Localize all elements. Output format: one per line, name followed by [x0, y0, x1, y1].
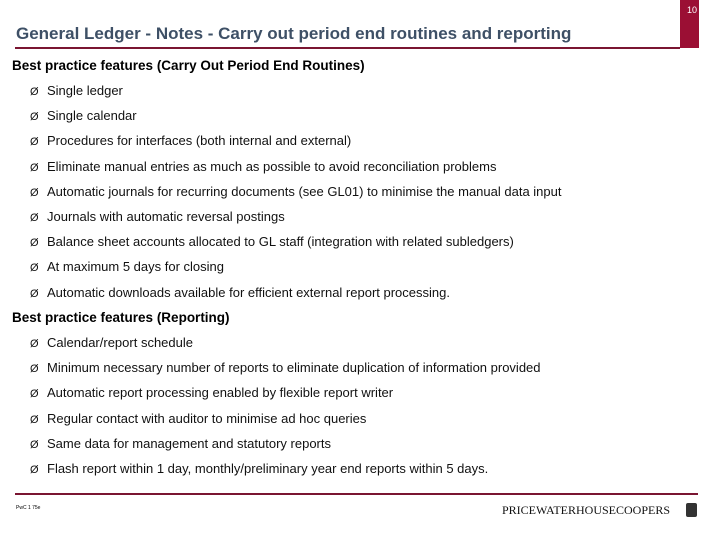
bullet-text: Single ledger [47, 83, 123, 98]
bullet-text: Automatic report processing enabled by flexible report writer [47, 385, 394, 400]
arrow-bullet-icon: Ø [30, 162, 39, 174]
arrow-bullet-icon: Ø [30, 237, 39, 249]
arrow-bullet-icon: Ø [30, 464, 39, 476]
bullet-text: Automatic journals for recurring documents (see GL01) to minimise the manual data input [47, 184, 562, 199]
bullet-text: Same data for management and statutory reports [47, 436, 331, 451]
bullet-item [30, 83, 123, 98]
bullet-item [30, 385, 393, 400]
bullet-text: Flash report within 1 day, monthly/preliminary year end reports within 5 days. [47, 461, 489, 476]
section-heading: Best practice features (Carry Out Period End Routines) [12, 58, 365, 73]
bullet-item [30, 411, 366, 426]
arrow-bullet-icon: Ø [30, 363, 39, 375]
section-heading: Best practice features (Reporting) [12, 310, 230, 325]
bullet-text: At maximum 5 days for closing [47, 259, 225, 274]
arrow-bullet-icon: Ø [30, 414, 39, 426]
arrow-bullet-icon: Ø [30, 111, 39, 123]
bullet-item [30, 108, 137, 123]
arrow-bullet-icon: Ø [30, 212, 39, 224]
arrow-bullet-icon: Ø [30, 86, 39, 98]
page-title: General Ledger - Notes - Carry out period end routines and reporting [16, 24, 572, 43]
bullet-text: Minimum necessary number of reports to eliminate duplication of information provided [47, 360, 541, 375]
bullet-text: Journals with automatic reversal postings [47, 209, 285, 224]
bullet-item [30, 209, 285, 224]
arrow-bullet-icon: Ø [30, 288, 39, 300]
bullet-text: Procedures for interfaces (both internal and external) [47, 133, 352, 148]
bullet-item [30, 159, 496, 174]
bullet-item [30, 259, 224, 274]
bullet-text: Eliminate manual entries as much as possible to avoid reconciliation problems [47, 159, 497, 174]
logo-mark-icon [686, 503, 697, 517]
bullet-text: Regular contact with auditor to minimise ad hoc queries [47, 411, 367, 426]
title-divider [15, 47, 680, 49]
bullet-item [30, 461, 488, 476]
arrow-bullet-icon: Ø [30, 388, 39, 400]
bullet-item [30, 133, 351, 148]
bullet-item [30, 360, 541, 375]
bullet-item [30, 285, 450, 300]
arrow-bullet-icon: Ø [30, 187, 39, 199]
bullet-item [30, 184, 561, 199]
footer-divider [15, 493, 698, 495]
bullet-item [30, 234, 514, 249]
arrow-bullet-icon: Ø [30, 262, 39, 274]
bullet-item [30, 335, 193, 350]
bullet-text: Single calendar [47, 108, 137, 123]
arrow-bullet-icon: Ø [30, 439, 39, 451]
footer-code: PwC 1 75e [16, 505, 41, 511]
bullet-text: Automatic downloads available for efficient external report processing. [47, 285, 450, 300]
bullet-item [30, 436, 331, 451]
bullet-text: Balance sheet accounts allocated to GL staff (integration with related subledgers) [47, 234, 514, 249]
arrow-bullet-icon: Ø [30, 136, 39, 148]
page-number-box [680, 0, 699, 48]
page-number: 10 [686, 5, 697, 15]
bullet-text: Calendar/report schedule [47, 335, 193, 350]
arrow-bullet-icon: Ø [30, 338, 39, 350]
pwc-logo: PRICEWATERHOUSECOOPERS [502, 503, 671, 517]
